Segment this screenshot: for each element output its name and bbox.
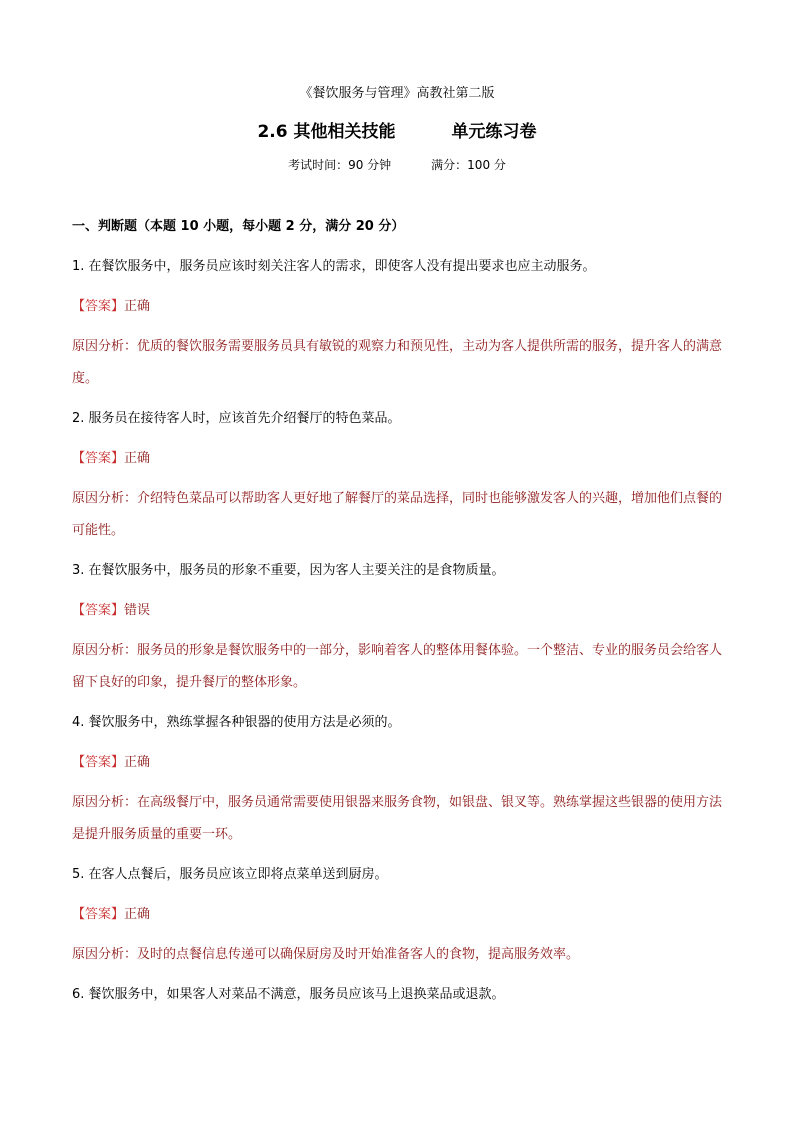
question-text: 2. 服务员在接待客人时，应该首先介绍餐厅的特色菜品。 — [72, 411, 401, 426]
unit-title — [0, 117, 794, 142]
section-heading: 一、判断题（本题 10 小题，每小题 2 分，满分 20 分） — [72, 219, 405, 234]
answer-line — [72, 905, 728, 925]
answer-line — [72, 449, 728, 469]
full-score: 满分：100 分 — [431, 158, 506, 172]
exam-meta — [0, 156, 794, 173]
answer-analysis: 原因分析：及时的点餐信息传递可以确保厨房及时开始准备客人的食物，提高服务效率。 — [72, 947, 580, 962]
book-title: 《餐饮服务与管理》高教社第二版 — [299, 86, 495, 101]
question-list — [72, 217, 728, 1025]
question-text: 3. 在餐饮服务中，服务员的形象不重要，因为客人主要关注的是食物质量。 — [72, 563, 505, 578]
question-text: 6. 餐饮服务中，如果客人对菜品不满意，服务员应该马上退换菜品或退款。 — [72, 987, 505, 1002]
question-text: 5. 在客人点餐后，服务员应该立即将点菜单送到厨房。 — [72, 867, 388, 882]
answer-value: 错误 — [124, 603, 151, 618]
answer-analysis: 原因分析：服务员的形象是餐饮服务中的一部分，影响着客人的整体用餐体验。一个整洁、专业的服务员会给客人留下良好的印象，提升餐厅的整体形象。 — [72, 643, 723, 690]
answer-tag: 【答案】 — [72, 603, 125, 618]
exam-time: 考试时间：90 分钟 — [288, 158, 392, 172]
question-text: 4. 餐饮服务中，熟练掌握各种银器的使用方法是必须的。 — [72, 715, 401, 730]
question-text: 1. 在餐饮服务中，服务员应该时刻关注客人的需求，即使客人没有提出要求也应主动服务。 — [72, 259, 596, 274]
unit-title-type: 单元练习卷 — [451, 122, 537, 142]
answer-tag: 【答案】 — [72, 299, 125, 314]
answer-analysis: 原因分析：优质的餐饮服务需要服务员具有敏锐的观察力和预见性，主动为客人提供所需的服务，提升客人的满意度。 — [72, 339, 723, 386]
answer-analysis: 原因分析：介绍特色菜品可以帮助客人更好地了解餐厅的菜品选择，同时也能够激发客人的兴趣，增加他们点餐的可能性。 — [72, 491, 723, 538]
answer-line — [72, 753, 728, 773]
answer-value: 正确 — [124, 451, 151, 466]
answer-value: 正确 — [124, 755, 151, 770]
answer-tag: 【答案】 — [72, 755, 125, 770]
answer-tag: 【答案】 — [72, 451, 125, 466]
answer-tag: 【答案】 — [72, 907, 125, 922]
unit-title-topic: 2.6 其他相关技能 — [257, 122, 396, 142]
answer-value: 正确 — [124, 907, 151, 922]
answer-line — [72, 297, 728, 317]
answer-analysis: 原因分析：在高级餐厅中，服务员通常需要使用银器来服务食物，如银盘、银叉等。熟练掌握这些银器的使用方法是提升服务质量的重要一环。 — [72, 795, 723, 842]
answer-value: 正确 — [124, 299, 151, 314]
answer-line — [72, 601, 728, 621]
